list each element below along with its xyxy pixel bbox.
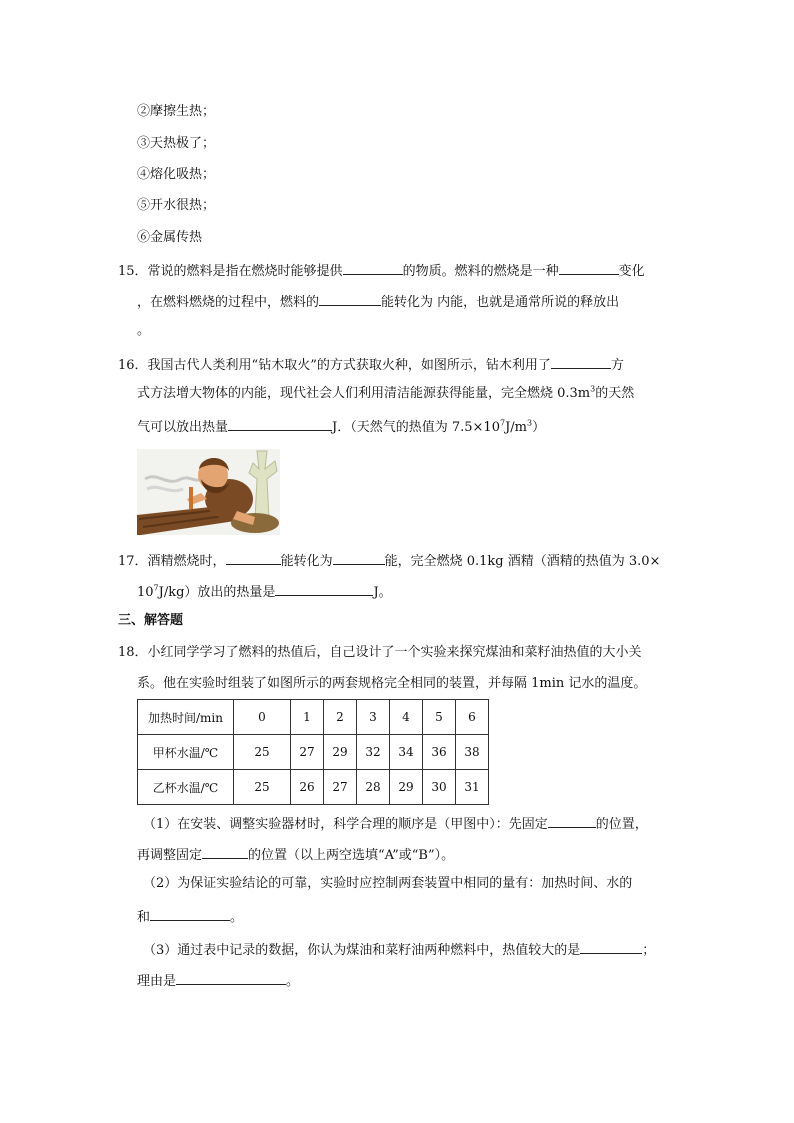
answer-blank[interactable] (202, 844, 248, 859)
text: 。 (286, 974, 300, 989)
list-item: ④熔化吸热； (137, 167, 216, 182)
text: ； (642, 943, 656, 958)
table-cell: 31 (456, 770, 489, 805)
question-16-line-1 (118, 354, 624, 375)
text: 我国古代人类利用“钻木取火”的方式获取火种，如图所示，钻木利用了 (147, 358, 551, 373)
table-cell: 28 (357, 770, 390, 805)
text: 式方法增大物体的内能，现代社会人们利用清洁能源获得能量，完全燃烧 0.3m (137, 386, 591, 401)
text: （2）为保证实验结论的可靠，实验时应控制两套装置中相同的量有：加热时间、水的 (143, 876, 633, 891)
question-18-line-2: 系。他在实验时组装了如图所示的两套规格完全相同的装置，并每隔 1min 记水的温度。 (137, 676, 647, 691)
question-15-line-2 (137, 291, 619, 312)
table-cell: 27 (324, 770, 357, 805)
list-item: ③天热极了； (137, 136, 216, 151)
answer-blank[interactable] (343, 260, 403, 275)
table-cell: 30 (423, 770, 456, 805)
question-18-sub-2-line-1 (143, 875, 632, 893)
text: 能，完全燃烧 0.1kg 酒精（酒精的热值为 3.0× (384, 554, 661, 569)
section-heading: 三、解答题 (118, 613, 184, 628)
question-16-line-3 (137, 416, 545, 437)
text: （1）在安装、调整实验器材时，科学合理的顺序是（甲图中）：先固定 (143, 817, 548, 832)
answer-blank[interactable] (559, 260, 619, 275)
text: 的位置（以上两空选填“A”或“B”）。 (248, 848, 455, 863)
table-cell: 乙杯水温/℃ (138, 770, 234, 805)
table-cell: 5 (423, 700, 456, 735)
question-18-sub-1-line-2 (137, 844, 454, 865)
question-number: 17． (118, 554, 148, 569)
text: J/m (505, 420, 527, 435)
text: J．（天然气的热值为 7.5×10 (332, 420, 500, 435)
question-18-sub-3-line-1 (143, 939, 655, 960)
table-header-row (138, 700, 489, 735)
table-cell: 36 (423, 735, 456, 770)
text: 能转化为 内能，也就是通常所说的释放出 (381, 295, 620, 310)
table-cell: 2 (324, 700, 357, 735)
text: 10 (137, 585, 154, 600)
text: 理由是 (137, 974, 177, 989)
table-cell: 3 (357, 700, 390, 735)
question-15-line-3 (137, 322, 150, 340)
superscript: 7 (153, 583, 159, 593)
text: 变化 (618, 264, 645, 279)
question-number: 18． (118, 645, 148, 660)
text: 。 (230, 910, 244, 925)
question-18-line-1 (118, 644, 642, 662)
question-number: 15． (118, 264, 148, 279)
text: ，在燃料燃烧的过程中，燃料的 (137, 295, 320, 310)
text: 能转化为 (280, 554, 333, 569)
table-cell: 32 (357, 735, 390, 770)
question-18-sub-2-line-2 (137, 906, 243, 927)
question-17-line-1 (118, 550, 660, 571)
answer-blank[interactable] (150, 906, 230, 921)
list-item: ⑥金属传热 (137, 230, 203, 245)
question-16-line-2 (137, 385, 634, 403)
answer-blank[interactable] (580, 939, 642, 954)
answer-blank[interactable] (319, 291, 381, 306)
text: 和 (137, 910, 151, 925)
table-cell: 27 (291, 735, 324, 770)
text: 方 (610, 358, 624, 373)
text: 气可以放出热量 (137, 420, 229, 435)
table-cell: 29 (324, 735, 357, 770)
table-cell: 1 (291, 700, 324, 735)
answer-blank[interactable] (228, 416, 332, 431)
temperature-table (137, 699, 489, 805)
answer-blank[interactable] (551, 354, 611, 369)
list-item: ⑤开水很热； (137, 198, 216, 213)
answer-blank[interactable] (226, 550, 281, 565)
superscript: 3 (590, 384, 596, 394)
text: 常说的燃料是指在燃烧时能够提供 (147, 264, 343, 279)
table-cell: 0 (234, 700, 291, 735)
question-17-line-2 (137, 581, 392, 602)
question-15-line-1 (118, 260, 645, 281)
text: 再调整固定 (137, 848, 203, 863)
table-cell: 甲杯水温/℃ (138, 735, 234, 770)
question-18-sub-1-line-1 (143, 813, 648, 834)
superscript: 7 (499, 418, 506, 428)
table-cell: 29 (390, 770, 423, 805)
text: （3）通过表中记录的数据，你认为煤油和菜籽油两种燃料中，热值较大的是 (143, 943, 581, 958)
answer-blank[interactable] (275, 581, 373, 596)
question-number: 16． (118, 358, 148, 373)
text: 。 (137, 323, 151, 338)
table-cell: 25 (234, 735, 291, 770)
text: 的天然 (595, 386, 635, 401)
answer-blank[interactable] (176, 970, 286, 985)
text: 小红同学学习了燃料的热值后，自己设计了一个实验来探究煤油和菜籽油热值的大小关 (147, 645, 642, 660)
text: J/kg）放出的热量是 (158, 585, 276, 600)
table-cell: 38 (456, 735, 489, 770)
list-item: ②摩擦生热； (137, 104, 216, 119)
table-cell: 26 (291, 770, 324, 805)
table-row (138, 735, 489, 770)
text: ） (532, 420, 546, 435)
answer-blank[interactable] (548, 813, 596, 828)
answer-blank[interactable] (333, 550, 385, 565)
text: 的位置， (595, 817, 648, 832)
text: J。 (373, 585, 392, 600)
caveman-drilling-wood-icon (137, 449, 280, 535)
table-cell: 25 (234, 770, 291, 805)
question-18-sub-3-line-2 (137, 970, 299, 991)
table-cell: 4 (390, 700, 423, 735)
table-cell: 加热时间/min (138, 700, 234, 735)
superscript: 3 (526, 418, 533, 428)
text: 酒精燃烧时， (147, 554, 226, 569)
table-cell: 34 (390, 735, 423, 770)
table-cell: 6 (456, 700, 489, 735)
text: 的物质。燃料的燃烧是一种 (402, 264, 559, 279)
table-row (138, 770, 489, 805)
